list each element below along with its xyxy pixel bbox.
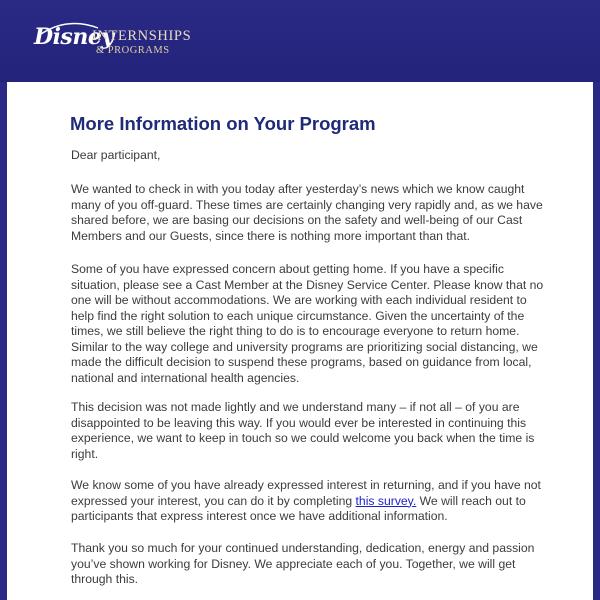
paragraph-2-line: national and international health agencies. [71, 370, 300, 385]
paragraph-5-line: Thank you so much for your continued understanding, dedication, energy and passion [71, 541, 535, 555]
paragraph-4-line: participants that express interest once we have additional information. [71, 509, 448, 523]
greeting [71, 148, 543, 164]
paragraph-4-line: We know some of you have already expressed interest in returning, and if you have not [71, 478, 541, 492]
paragraph-1-line: many of you off-guard. These times are certainly changing very rapidly and, as we have [71, 197, 543, 212]
paragraph-5-line: you’ve shown working for Disney. We appreciate each of you. Together, we will get [71, 556, 516, 571]
paragraph-4-text: expressed your interest, you can do it by completing [71, 493, 356, 508]
logo-programs-text: & PROGRAMS [96, 45, 170, 56]
paragraph-1-line: shared before, we are basing our decisions on the safety and well-being of our Cast [71, 213, 523, 227]
paragraph-2-line: Some of you have expressed concern about getting home. If you have a specific [71, 262, 504, 276]
paragraph-2 [71, 262, 543, 386]
paragraph-2-line: situation, please see a Cast Member at the Disney Service Center. Please know that no [71, 277, 544, 292]
paragraph-2-line: Similar to the way college and university programs are prioritizing social distancing, we [71, 339, 538, 354]
paragraph-1 [71, 182, 543, 244]
paragraph-2-line: help find the right solution to each unique circumstance. Given the uncertainty of the [71, 308, 525, 323]
paragraph-2-line: one will be without accommodations. We are working with each individual resident to [71, 293, 527, 307]
paragraph-3-line: disappointed to be leaving this way. If you would ever be interested in continuing this [71, 415, 527, 430]
paragraph-4-line [71, 494, 543, 510]
left-border [0, 82, 7, 600]
survey-link[interactable]: this survey. [355, 493, 417, 508]
email-title: More Information on Your Program [70, 113, 376, 134]
paragraph-3 [71, 400, 543, 462]
paragraph-2-line: times, we still believe the right thing to do is to encourage everyone to return home. [71, 324, 520, 338]
paragraph-5-line: through this. [71, 572, 139, 586]
paragraph-3-line: right. [71, 446, 99, 461]
header-banner [0, 0, 600, 82]
paragraph-1-line: Members and our Guests, since there is nothing more important than that. [71, 228, 471, 243]
email-body [7, 82, 593, 600]
logo-internships-text: INTERNSHIPS [92, 28, 192, 44]
paragraph-3-line: This decision was not made lightly and we understand many – if not all – of you are [71, 400, 520, 414]
paragraph-3-line: experience, we want to keep in touch so we could welcome you back when the time is [71, 431, 535, 445]
logo-disney-wordmark: Disney [34, 24, 114, 50]
paragraph-1-line: We wanted to check in with you today after yesterday’s news which we know caught [71, 182, 525, 196]
paragraph-4 [71, 478, 543, 525]
paragraph-4-text: We will reach out to [416, 493, 526, 508]
paragraph-2-line: made the difficult decision to suspend these programs, based on guidance from local, [71, 355, 532, 369]
paragraph-5 [71, 541, 543, 588]
greeting-line: Dear participant, [71, 148, 161, 162]
right-border [593, 82, 600, 600]
